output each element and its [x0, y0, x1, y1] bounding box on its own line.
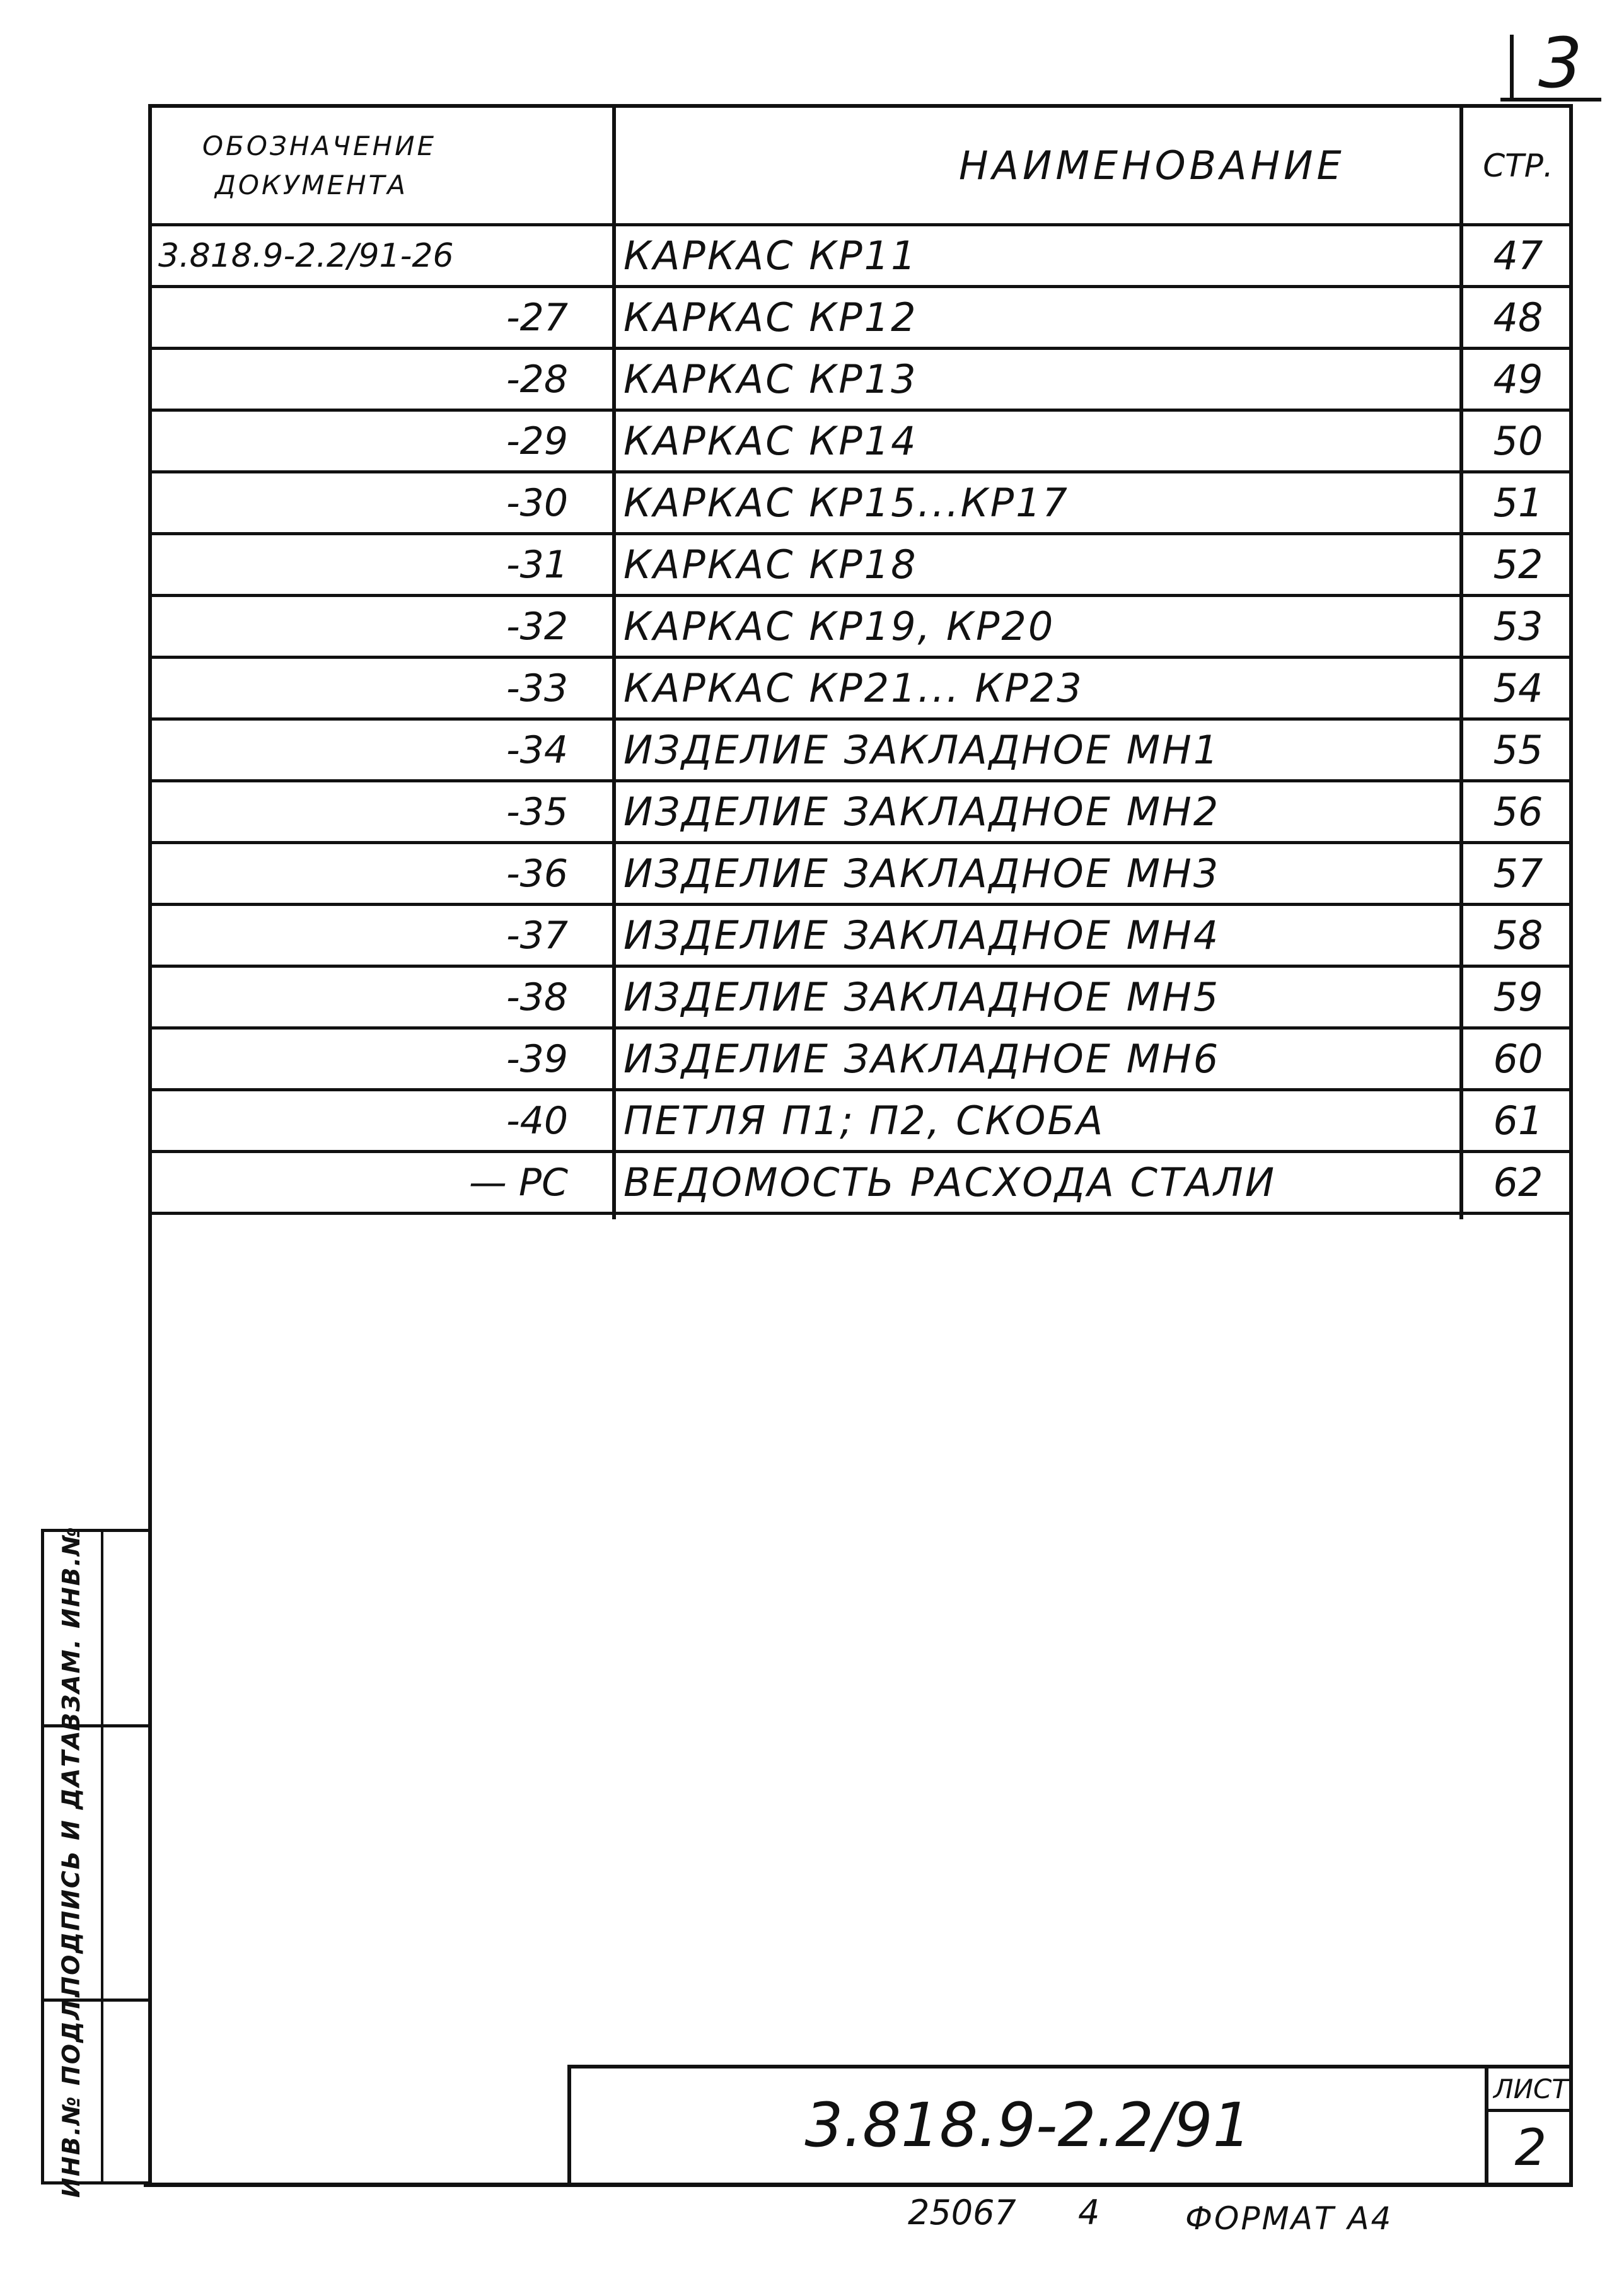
row-code: -31	[506, 542, 568, 587]
table-row	[152, 535, 1569, 597]
row-name: КАРКАС КР13	[624, 356, 918, 402]
row-page: 57	[1493, 850, 1543, 896]
row-code: -29	[506, 419, 568, 463]
row-page: 61	[1493, 1098, 1543, 1144]
row-name: ИЗДЕЛИЕ ЗАКЛАДНОЕ МН1	[624, 727, 1221, 773]
row-page: 49	[1493, 356, 1543, 402]
table-header	[152, 108, 1569, 226]
row-name: ИЗДЕЛИЕ ЗАКЛАДНОЕ МН6	[624, 1036, 1221, 1082]
table-row	[152, 782, 1569, 844]
row-page: 55	[1493, 727, 1543, 773]
row-code: -30	[506, 480, 568, 525]
row-name: КАРКАС КР15...КР17	[624, 480, 1069, 526]
row-code: -33	[506, 666, 568, 711]
header-page: СТР.	[1483, 147, 1553, 184]
page-number-mark	[1510, 35, 1514, 98]
row-name: КАРКАС КР12	[624, 294, 918, 340]
sheet-number: 2	[1514, 2118, 1547, 2177]
side-field-original-inv-label: ИНВ.№ ПОДЛ.	[57, 1988, 85, 2198]
row-page: 53	[1493, 603, 1543, 649]
column-divider-page	[1459, 108, 1463, 1219]
table-row	[152, 226, 1569, 288]
row-name: ПЕТЛЯ П1; П2, СКОБА	[624, 1098, 1105, 1144]
row-page: 48	[1493, 294, 1543, 340]
row-page: 51	[1493, 480, 1543, 526]
row-name: ВЕДОМОСТЬ РАСХОДА СТАЛИ	[624, 1159, 1277, 1205]
row-page: 47	[1493, 233, 1543, 279]
archive-number: 25067	[908, 2193, 1016, 2232]
row-page: 52	[1493, 542, 1543, 588]
side-field-signature	[41, 1727, 101, 1999]
row-page: 56	[1493, 789, 1543, 835]
row-name: КАРКАС КР21... КР23	[624, 665, 1084, 711]
row-code: -32	[506, 604, 568, 649]
table-row	[152, 1091, 1569, 1153]
table-row	[152, 597, 1569, 659]
row-name: ИЗДЕЛИЕ ЗАКЛАДНОЕ МН4	[624, 912, 1221, 958]
row-code: -38	[506, 975, 568, 1019]
row-name: КАРКАС КР19, КР20	[624, 603, 1055, 649]
row-name: ИЗДЕЛИЕ ЗАКЛАДНОЕ МН2	[624, 789, 1221, 835]
table-row	[152, 350, 1569, 412]
copy-number: 4	[1078, 2193, 1100, 2232]
row-page: 58	[1493, 912, 1543, 958]
side-field-replacement-label: ВЗАМ. ИНВ.№	[57, 1525, 85, 1731]
table-row	[152, 1030, 1569, 1091]
document-code: 3.818.9-2.2/91	[804, 2090, 1251, 2161]
side-field-original-inv	[41, 1988, 101, 2198]
table-row	[152, 844, 1569, 906]
row-code: -27	[506, 295, 568, 340]
header-name: НАИМЕНОВАНИЕ	[959, 142, 1345, 189]
row-code: -28	[506, 357, 568, 402]
row-code: -40	[506, 1098, 568, 1143]
row-code: -34	[506, 728, 568, 772]
side-field-signature-label: ПОДПИСЬ И ДАТА	[57, 1729, 85, 1997]
table-row	[152, 288, 1569, 350]
side-field-replacement	[41, 1525, 101, 1731]
frame-bottom-border	[144, 2183, 1573, 2187]
table-row	[152, 906, 1569, 968]
table-row	[152, 659, 1569, 721]
row-page: 54	[1493, 665, 1543, 711]
row-name: КАРКАС КР18	[624, 542, 918, 588]
row-name: ИЗДЕЛИЕ ЗАКЛАДНОЕ МН5	[624, 974, 1221, 1020]
row-name: КАРКАС КР11	[624, 233, 918, 279]
row-code: -39	[506, 1036, 568, 1081]
row-code: -35	[506, 789, 568, 834]
header-code	[202, 108, 581, 223]
row-code: -37	[506, 913, 568, 958]
table-row	[152, 473, 1569, 535]
table-row	[152, 1153, 1569, 1215]
header-code-line2: ДОКУМЕНТА	[215, 169, 409, 200]
table-row	[152, 721, 1569, 782]
row-code: 3.818.9-2.2/91-26	[158, 236, 454, 275]
row-page: 59	[1493, 974, 1543, 1020]
page-number: 3	[1538, 23, 1582, 103]
row-name: КАРКАС КР14	[624, 418, 918, 464]
sheet-label: ЛИСТ	[1494, 2073, 1568, 2104]
paper-format: ФОРМАТ А4	[1185, 2200, 1393, 2237]
row-name: ИЗДЕЛИЕ ЗАКЛАДНОЕ МН3	[624, 850, 1221, 896]
header-code-line1: ОБОЗНАЧЕНИЕ	[202, 130, 437, 161]
row-page: 50	[1493, 418, 1543, 464]
column-divider-code	[612, 108, 616, 1219]
table-row	[152, 412, 1569, 473]
table-row	[152, 968, 1569, 1030]
row-code: — РС	[468, 1160, 568, 1205]
side-stamp-divider	[101, 1529, 103, 2184]
row-page: 62	[1493, 1159, 1543, 1205]
row-page: 60	[1493, 1036, 1543, 1082]
row-code: -36	[506, 851, 568, 896]
